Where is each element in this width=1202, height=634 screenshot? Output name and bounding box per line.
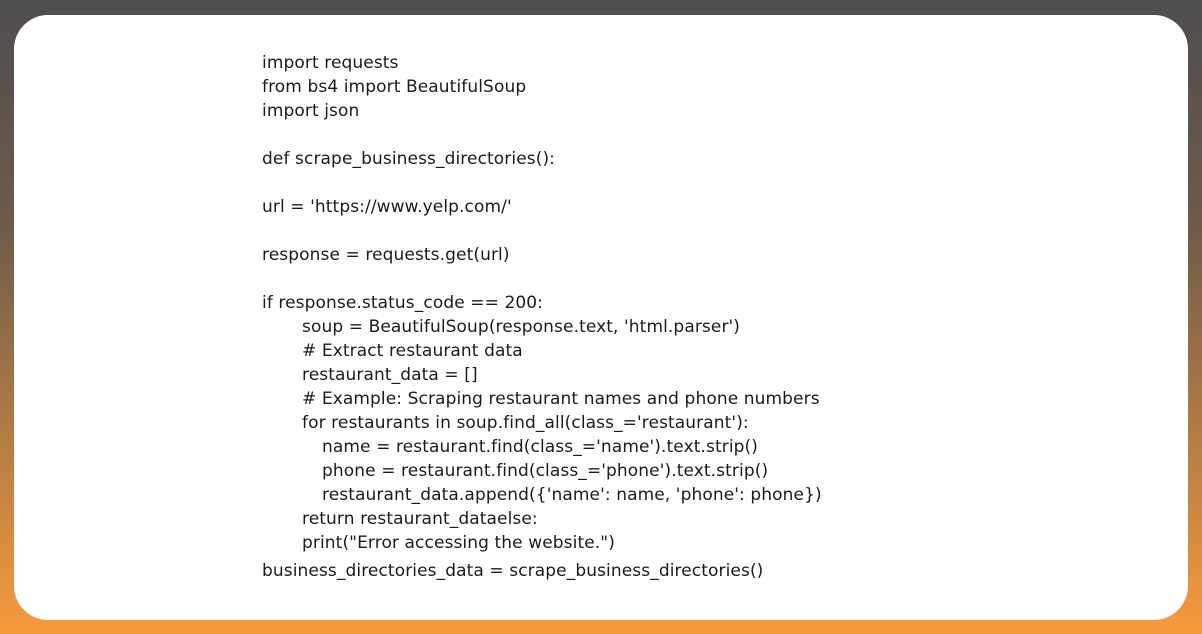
code-line: name = restaurant.find(class_='name').text.strip() [322, 437, 758, 457]
code-line: if response.status_code == 200: [262, 293, 544, 313]
code-block [262, 51, 1162, 583]
code-comment: # Example: Scraping restaurant names and phone numbers [302, 389, 820, 409]
code-line: response = requests.get(url) [262, 245, 510, 265]
code-line: restaurant_data.append({'name': name, 'phone': phone}) [322, 485, 822, 505]
code-line: soup = BeautifulSoup(response.text, 'html.parser') [302, 317, 741, 337]
code-line: return restaurant_dataelse: [302, 509, 538, 529]
code-line-blank [262, 123, 1162, 147]
code-line-blank [262, 171, 1162, 195]
code-line: def scrape_business_directories(): [262, 149, 556, 169]
code-line: import json [262, 101, 360, 121]
code-line: restaurant_data = [] [302, 365, 478, 385]
code-line: print("Error accessing the website.") [302, 533, 615, 553]
code-card [14, 15, 1188, 620]
code-line: phone = restaurant.find(class_='phone').text.strip() [322, 461, 769, 481]
code-line: for restaurants in soup.find_all(class_='restaurant'): [302, 413, 749, 433]
code-line-blank [262, 267, 1162, 291]
code-line: business_directories_data = scrape_business_directories() [262, 561, 764, 581]
code-line: url = 'https://www.yelp.com/' [262, 197, 512, 217]
code-comment: # Extract restaurant data [302, 341, 523, 361]
code-line: from bs4 import BeautifulSoup [262, 77, 527, 97]
code-line: import requests [262, 53, 399, 73]
code-line-blank [262, 219, 1162, 243]
